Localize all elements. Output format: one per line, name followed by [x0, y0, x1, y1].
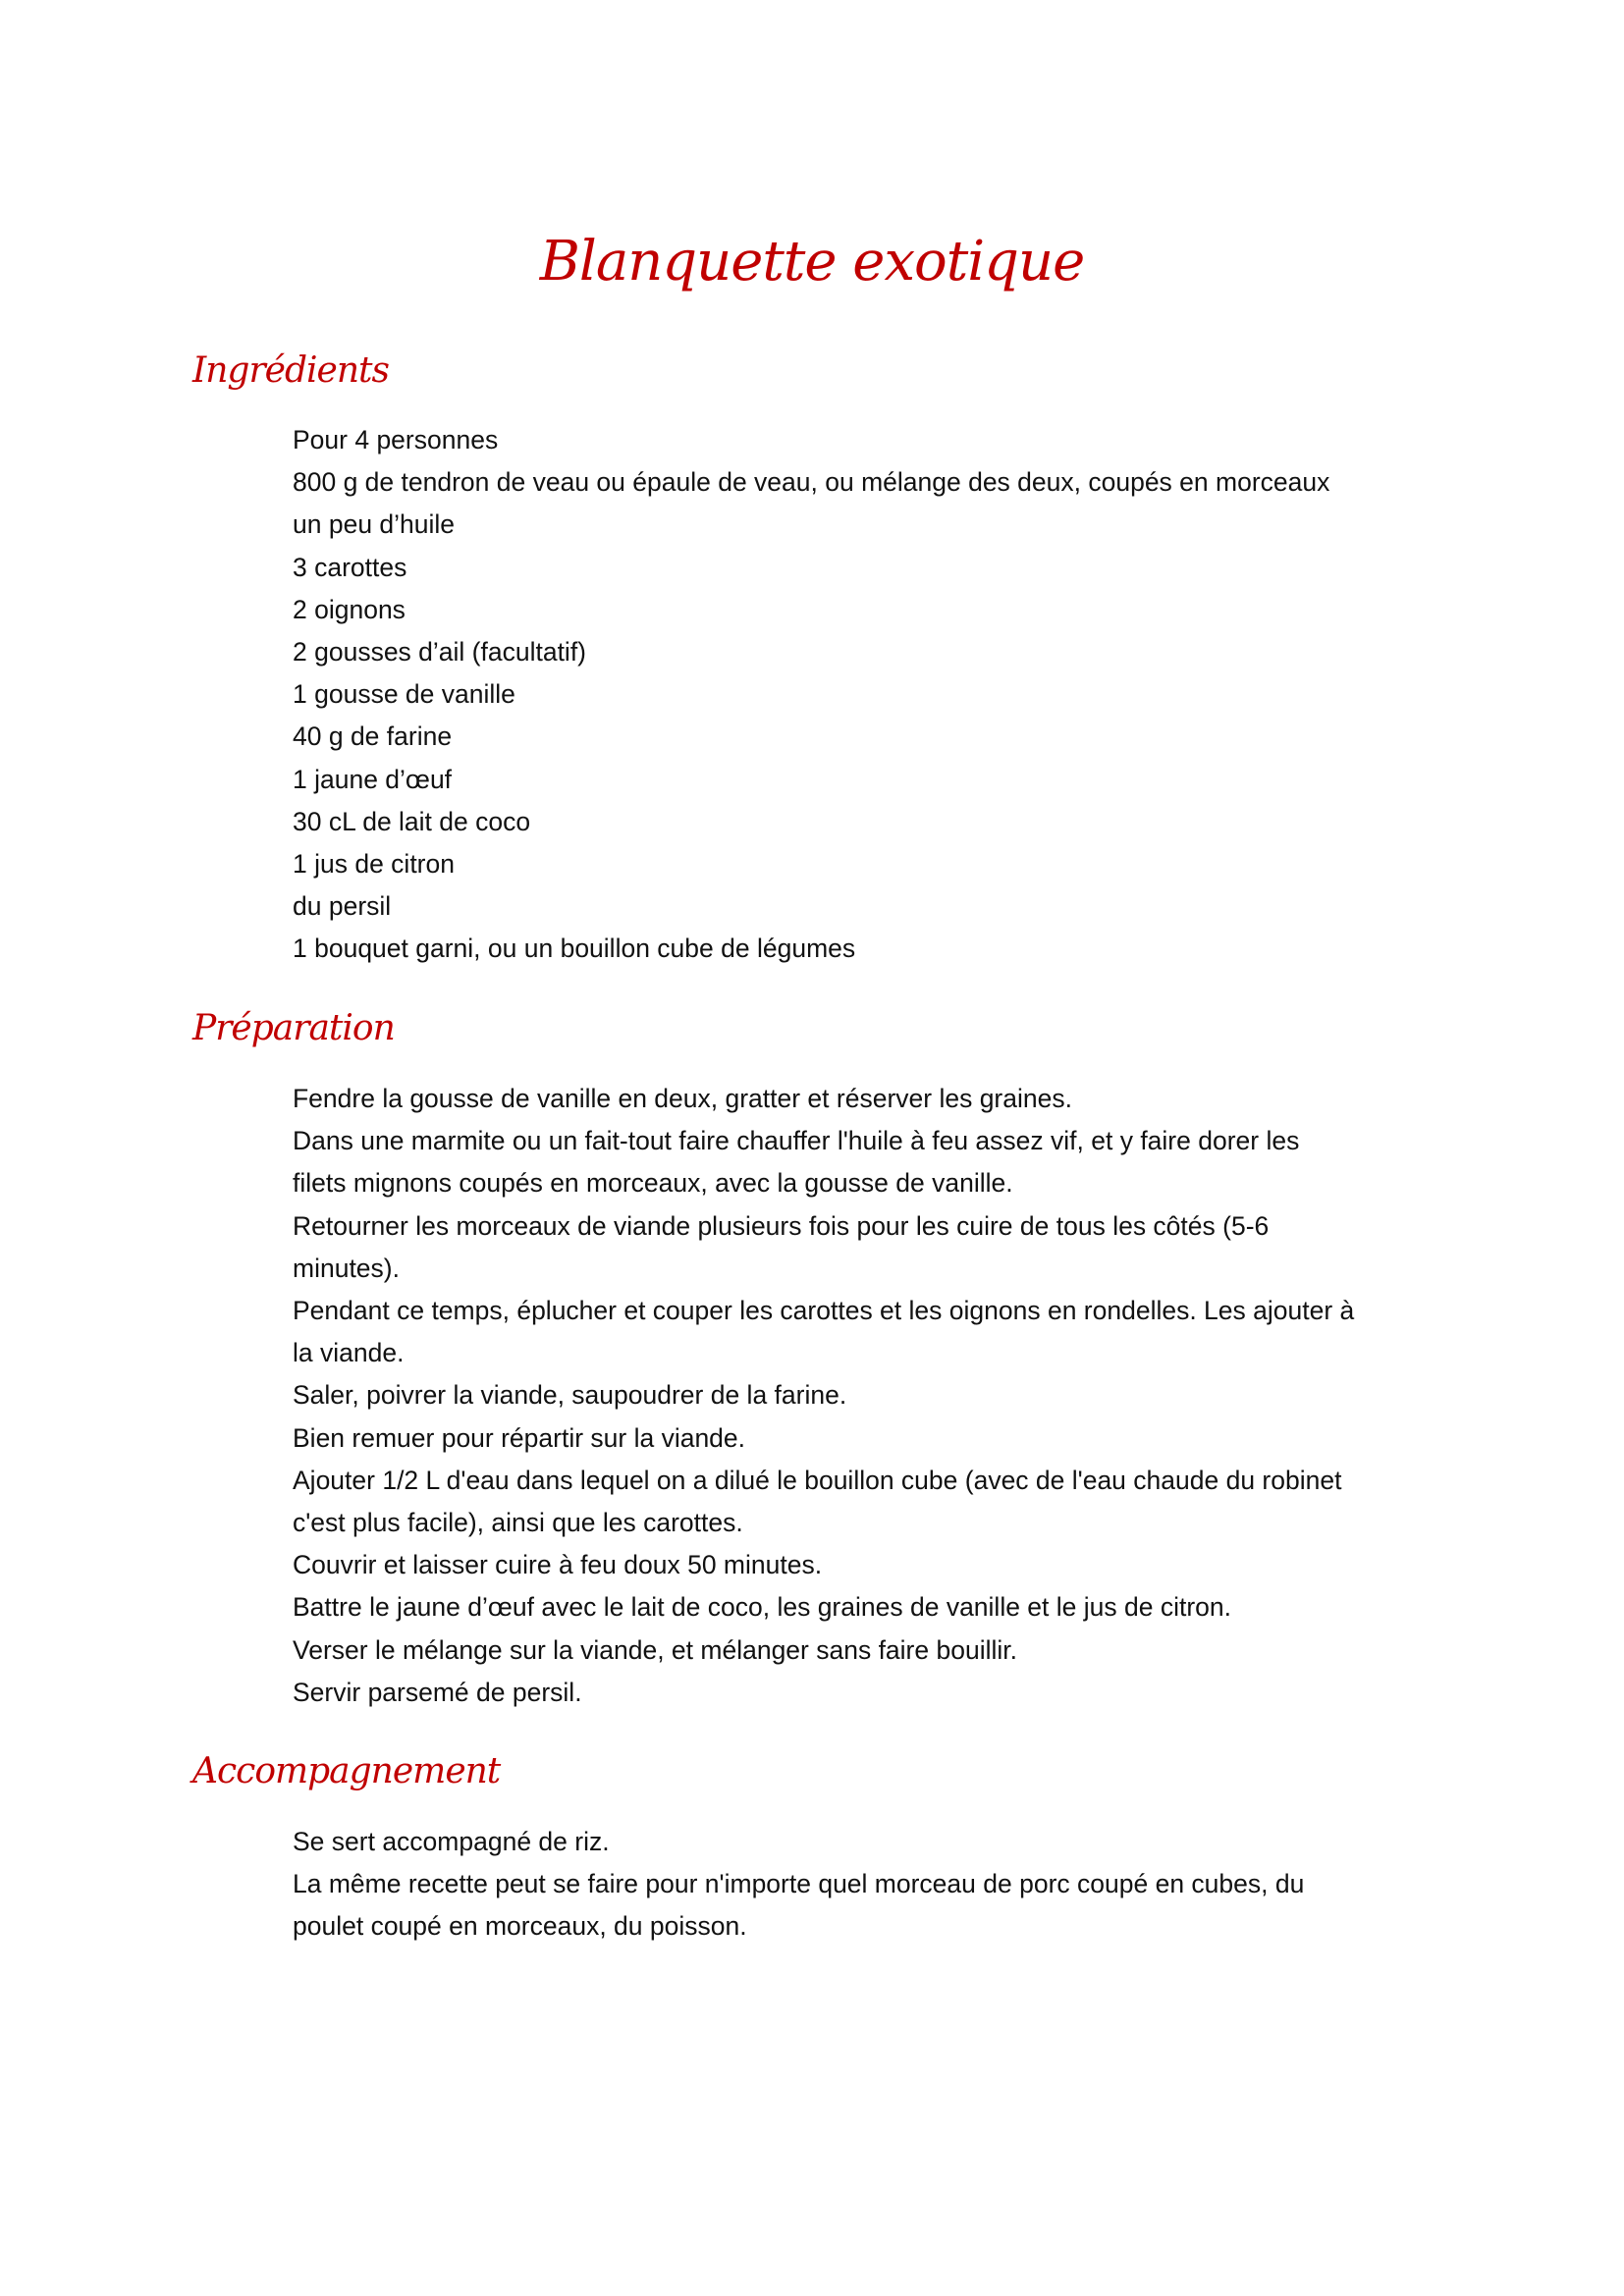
- preparation-line: la viande.: [293, 1338, 405, 1368]
- preparation-line: Bien remuer pour répartir sur la viande.: [293, 1422, 746, 1453]
- accompaniment-heading: Accompagnement: [192, 1751, 501, 1791]
- ingredient-line: 1 bouquet garni, ou un bouillon cube de légumes: [293, 934, 856, 964]
- preparation-line: Fendre la gousse de vanille en deux, gratter et réserver les graines.: [293, 1084, 1072, 1113]
- preparation-line: Servir parsemé de persil.: [293, 1677, 582, 1707]
- preparation-line: Dans une marmite ou un fait-tout faire chauffer l'huile à feu assez vif, et y faire dorer les: [293, 1126, 1300, 1156]
- recipe-title: Blanquette exotique: [539, 230, 1085, 294]
- ingredient-line: 2 oignons: [293, 594, 406, 624]
- accompaniment-line: Se sert accompagné de riz.: [293, 1827, 610, 1856]
- preparation-heading: Préparation: [192, 1008, 395, 1048]
- ingredient-line: 40 g de farine: [293, 721, 453, 752]
- ingredient-line: un peu d’huile: [293, 509, 456, 540]
- preparation-line: Saler, poivrer la viande, saupoudrer de la farine.: [293, 1380, 847, 1411]
- ingredient-line: Pour 4 personnes: [293, 425, 499, 454]
- ingredient-line: du persil: [293, 891, 392, 922]
- preparation-line: Couvrir et laisser cuire à feu doux 50 minutes.: [293, 1550, 823, 1580]
- accompaniment-line: La même recette peut se faire pour n'importe quel morceau de porc coupé en cubes, du: [293, 1869, 1305, 1899]
- accompaniment-line: poulet coupé en morceaux, du poisson.: [293, 1911, 747, 1942]
- ingredient-line: 30 cL de lait de coco: [293, 806, 531, 836]
- ingredients-heading: Ingrédients: [192, 350, 389, 391]
- ingredient-line: 800 g de tendron de veau ou épaule de veau, ou mélange des deux, coupés en morceaux: [293, 467, 1330, 498]
- preparation-line: Retourner les morceaux de viande plusieurs fois pour les cuire de tous les côtés (5-6: [293, 1210, 1270, 1241]
- preparation-line: filets mignons coupés en morceaux, avec la gousse de vanille.: [293, 1168, 1013, 1199]
- preparation-line: Verser le mélange sur la viande, et mélanger sans faire bouillir.: [293, 1634, 1017, 1665]
- preparation-line: Battre le jaune d’œuf avec le lait de coco, les graines de vanille et le jus de citron.: [293, 1592, 1231, 1623]
- ingredient-line: 1 gousse de vanille: [293, 679, 515, 710]
- ingredient-line: 2 gousses d’ail (facultatif): [293, 637, 587, 667]
- preparation-line: Pendant ce temps, éplucher et couper les carottes et les oignons en rondelles. Les ajouter à: [293, 1296, 1355, 1326]
- preparation-line: c'est plus facile), ainsi que les carottes.: [293, 1508, 743, 1538]
- accompaniment-text: [293, 1821, 1432, 1949]
- ingredient-line: 1 jaune d’œuf: [293, 764, 453, 794]
- preparation-line: minutes).: [293, 1253, 400, 1283]
- ingredients-list: [293, 419, 1432, 971]
- preparation-steps: [293, 1078, 1432, 1714]
- preparation-line: Ajouter 1/2 L d'eau dans lequel on a dilué le bouillon cube (avec de l'eau chaude du robinet: [293, 1465, 1342, 1495]
- ingredient-line: 3 carottes: [293, 552, 407, 582]
- ingredient-line: 1 jus de citron: [293, 849, 455, 880]
